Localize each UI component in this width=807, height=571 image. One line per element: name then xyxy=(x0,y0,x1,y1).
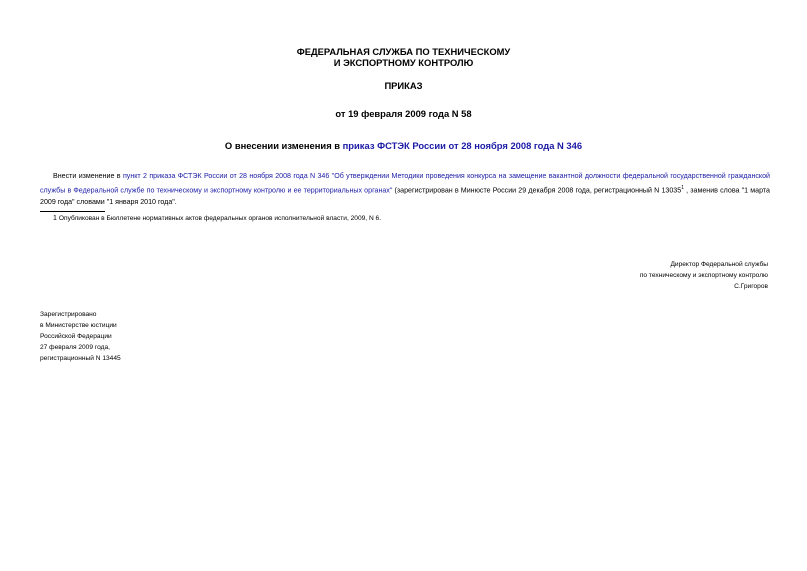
agency-heading xyxy=(0,46,807,68)
doc-title-link[interactable]: приказ ФСТЭК России от 28 ноября 2008 года N 346 xyxy=(342,140,583,151)
footnote-divider xyxy=(40,211,105,212)
doc-title xyxy=(0,140,807,151)
registration-line-3: Российской Федерации xyxy=(40,333,112,340)
registration-block xyxy=(40,309,121,364)
registration-date: 27 февраля 2009 года, xyxy=(40,344,110,351)
body-paragraph xyxy=(40,170,770,208)
body-link-order[interactable]: пункт 2 приказа ФСТЭК России от 28 ноября 2008 года N 346 "Об утверждении Методики проведения конкурса на замещение вакантной должности федеральной государственной гражданской службы в Федеральной службе по техническому и экспортному контролю и ее территориальных органах" xyxy=(40,172,770,195)
signature-name: С.Григоров xyxy=(734,283,768,290)
signature-block xyxy=(640,259,768,292)
body-text-3: , заменив слова "1 марта 2009 года" словами "1 января 2010 года". xyxy=(40,186,770,207)
registration-line-1: Зарегистрировано xyxy=(40,311,97,318)
agency-line-1: ФЕДЕРАЛЬНАЯ СЛУЖБА ПО ТЕХНИЧЕСКОМУ xyxy=(296,46,511,57)
registration-line-2: в Министерстве юстиции xyxy=(40,322,117,329)
doc-type: ПРИКАЗ xyxy=(384,80,423,91)
body-text-1: Внести изменение в xyxy=(53,172,123,180)
footnote-mark: 1 xyxy=(53,215,57,222)
doc-title-prefix: О внесении изменения в xyxy=(224,140,343,151)
footnote-ref[interactable]: 1 xyxy=(681,185,684,191)
agency-line-2: И ЭКСПОРТНОМУ КОНТРОЛЮ xyxy=(333,57,474,68)
footnote-text: Опубликован в Бюллетене нормативных актов федеральных органов исполнительной власти, 2009, N 6. xyxy=(58,215,382,222)
doc-date-number: от 19 февраля 2009 года N 58 xyxy=(335,108,472,119)
signature-line-1: Директор Федеральной службы xyxy=(670,261,768,268)
registration-number: регистрационный N 13445 xyxy=(40,355,121,362)
signature-line-2: по техническому и экспортному контролю xyxy=(639,272,768,279)
body-text-2: (зарегистрирован в Минюсте России 29 декабря 2008 года, регистрационный N 13035 xyxy=(392,186,682,195)
footnote xyxy=(53,215,381,222)
